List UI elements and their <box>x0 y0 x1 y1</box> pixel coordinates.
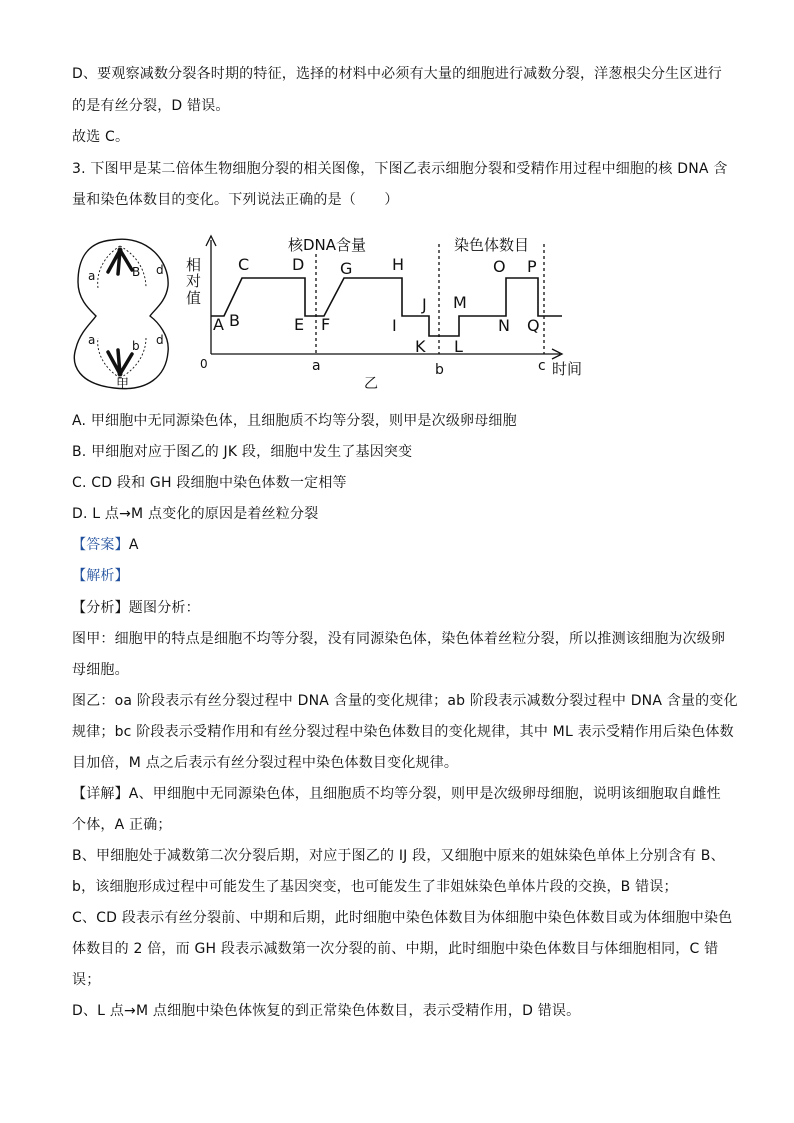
point-label-O: O <box>493 257 506 276</box>
text-line: 目加倍，M 点之后表示有丝分裂过程中染色体数目变化规律。 <box>72 755 459 771</box>
option-a: A. 甲细胞中无同源染色体，且细胞质不均等分裂，则甲是次级卵母细胞 <box>72 413 517 429</box>
point-label-L: L <box>454 337 463 356</box>
y-axis-label: 值 <box>186 289 202 307</box>
y-axis-label: 相 <box>186 256 202 274</box>
text-line: 体数目的 2 倍，而 GH 段表示减数第一次分裂的前、中期，此时细胞中染色体数目与体细胞相同，C 错 <box>72 941 719 957</box>
graph-caption: 乙 <box>364 376 378 392</box>
section-label-dna: 核DNA含量 <box>288 236 367 254</box>
text-line: 故选 C。 <box>72 129 130 145</box>
answer-line <box>72 535 139 555</box>
allele-label: a <box>88 333 96 347</box>
answer-label: 【答案】 <box>72 537 129 553</box>
option-d: D. L 点→M 点变化的原因是着丝粒分裂 <box>72 506 319 522</box>
text-line: b，该细胞形成过程中可能发生了基因突变，也可能发生了非姐妹染色单体片段的交换，B 错误； <box>72 879 678 895</box>
x-tick-b: b <box>435 362 444 378</box>
text-line: 图甲：细胞甲的特点是细胞不均等分裂，没有同源染色体，染色体着丝粒分裂，所以推测该细胞为次级卵 <box>72 631 726 647</box>
question-stem: 3. 下图甲是某二倍体生物细胞分裂的相关图像，下图乙表示细胞分裂和受精作用过程中细胞的核 DNA 含 <box>72 161 728 177</box>
point-label-C: C <box>238 255 250 274</box>
text-line: B、甲细胞处于减数第二次分裂后期，对应于图乙的 IJ 段，又细胞中原来的姐妹染色单体上分别含有 B、 <box>72 848 725 864</box>
point-label-J: J <box>422 295 427 314</box>
answer-value: A <box>128 537 139 553</box>
point-label-G: G <box>340 259 353 278</box>
x-tick-a: a <box>312 358 321 374</box>
option-b: B. 甲细胞对应于图乙的 JK 段，细胞中发生了基因突变 <box>72 444 413 460</box>
text-line: D、要观察减数分裂各时期的特征，选择的材料中必须有大量的细胞进行减数分裂，洋葱根尖分生区进行 <box>72 66 722 82</box>
point-label-E: E <box>294 315 305 334</box>
allele-label: B <box>132 265 141 279</box>
point-label-M: M <box>453 293 467 312</box>
allele-label: b <box>132 339 140 353</box>
cell-caption: 甲 <box>116 377 130 392</box>
allele-label: d <box>156 263 164 277</box>
x-tick-c: c <box>538 358 546 374</box>
text-line: 【详解】A、甲细胞中无同源染色体，且细胞质不均等分裂，则甲是次级卵母细胞，说明该细胞取自雌性 <box>72 786 721 802</box>
point-label-A: A <box>213 315 224 334</box>
text-line: 个体，A 正确； <box>72 817 172 833</box>
point-label-B: B <box>229 311 240 330</box>
allele-label: d <box>156 333 164 347</box>
point-label-H: H <box>392 255 405 274</box>
point-label-I: I <box>392 316 397 335</box>
point-label-K: K <box>415 337 426 356</box>
text-line: 规律；bc 阶段表示受精作用和有丝分裂过程中染色体数目的变化规律，其中 ML 表示受精作用后染色体数 <box>72 724 734 740</box>
section-label-chromosome: 染色体数目 <box>454 236 530 254</box>
text-line: 图乙：oa 阶段表示有丝分裂过程中 DNA 含量的变化规律；ab 阶段表示减数分裂过程中 DNA 含量的变化 <box>72 693 738 709</box>
allele-label: a <box>88 269 96 283</box>
origin-label: 0 <box>200 357 208 371</box>
text-line: 误； <box>72 972 101 988</box>
question-stem: 量和染色体数目的变化。下列说法正确的是（ ） <box>72 192 399 208</box>
text-line: 【分析】题图分析： <box>72 600 200 616</box>
text-line: 的是有丝分裂，D 错误。 <box>72 98 230 114</box>
point-label-Q: Q <box>527 316 540 335</box>
text-line: 母细胞。 <box>72 662 129 678</box>
option-c: C. CD 段和 GH 段细胞中染色体数一定相等 <box>72 475 347 491</box>
text-line: C、CD 段表示有丝分裂前、中期和后期，此时细胞中染色体数目为体细胞中染色体数目或为体细胞中染色 <box>72 910 733 926</box>
cell-diagram <box>74 239 168 392</box>
point-label-N: N <box>498 316 510 335</box>
point-label-D: D <box>292 255 305 274</box>
text-line: D、L 点→M 点细胞中染色体恢复的到正常染色体数目，表示受精作用，D 错误。 <box>72 1003 581 1019</box>
line-graph <box>186 236 582 392</box>
analysis-label: 【解析】 <box>72 568 129 584</box>
question-figure <box>72 228 632 400</box>
x-axis-label: 时间 <box>552 360 583 378</box>
point-label-P: P <box>527 257 537 276</box>
y-axis-label: 对 <box>186 272 202 290</box>
point-label-F: F <box>321 315 331 334</box>
